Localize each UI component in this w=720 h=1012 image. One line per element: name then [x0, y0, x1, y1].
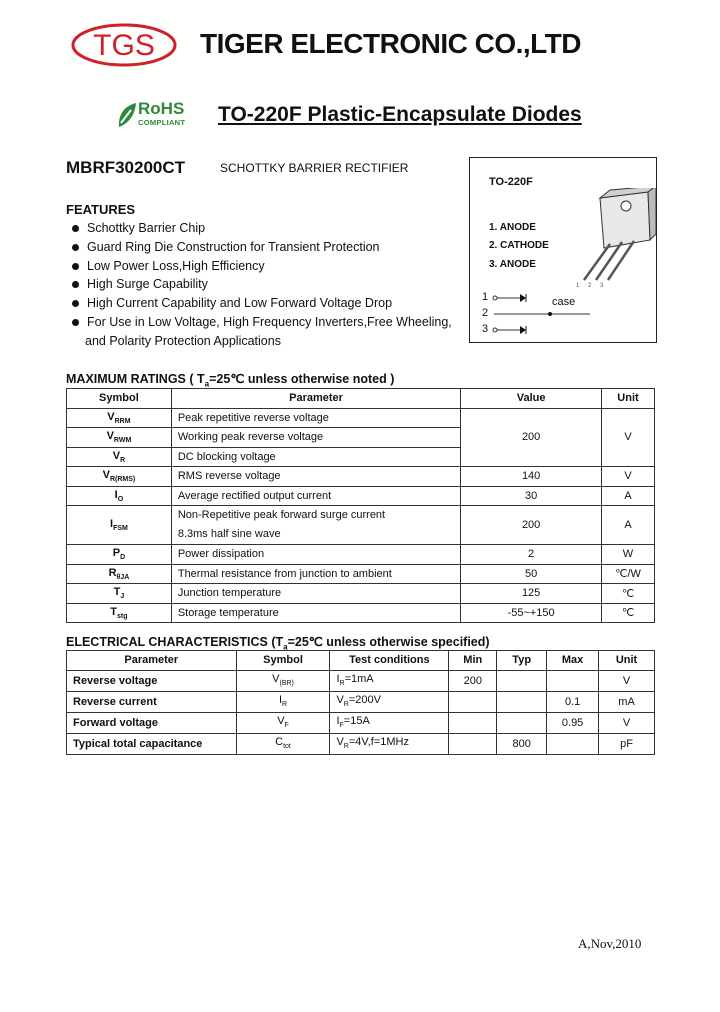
table-header-row: Parameter Symbol Test conditions Min Typ Max Unit [67, 651, 655, 671]
feature-item: Schottky Barrier Chip [66, 219, 466, 238]
feature-item: Guard Ring Die Construction for Transient Protection [66, 238, 466, 257]
pin-2-label: 2. CATHODE [489, 240, 549, 251]
bullet-icon [72, 300, 79, 307]
merged-value-cell: 200 [461, 408, 602, 467]
table-row: Reverse voltage $V_{(BR)}$ $I_R=1mA$ 200 V [67, 670, 655, 691]
table-row: $V_{RWM}$ Working peak reverse voltage [67, 428, 655, 448]
company-name: TIGER ELECTRONIC CO.,LTD [200, 28, 582, 59]
table-row: $P_D$ Power dissipation 2 W [67, 545, 655, 565]
package-title: TO-220F [489, 176, 533, 188]
svg-text:2: 2 [588, 283, 592, 288]
feature-item: High Current Capability and Low Forward Voltage Drop [66, 294, 466, 313]
table-row: $V_R$ DC blocking voltage [67, 447, 655, 467]
part-type: SCHOTTKY BARRIER RECTIFIER [220, 161, 409, 175]
table-row: $T_{stg}$ Storage temperature -55~+150 ℃ [67, 603, 655, 623]
table-row: $R_{\theta JA}$ Thermal resistance from junction to ambient 50 ℃/W [67, 564, 655, 584]
features-title: FEATURES [66, 202, 136, 217]
feature-item-continuation: and Polarity Protection Applications [85, 333, 281, 348]
table-header-row: Symbol Parameter Value Unit [67, 389, 655, 409]
electrical-characteristics-title: ELECTRICAL CHARACTERISTICS ($T_a=25℃$ unless otherwise specified) [66, 635, 490, 652]
logo-text: TGS [93, 29, 155, 62]
feature-item: Low Power Loss,High Efficiency [66, 257, 466, 276]
rohs-compliant-label: COMPLIANT [138, 118, 186, 127]
schematic-pin-1: 1 [482, 291, 489, 303]
feature-item: High Surge Capability [66, 275, 466, 294]
bullet-icon [72, 225, 79, 232]
pin-1-label: 1. ANODE [489, 222, 536, 233]
schematic-pin-3: 3 [482, 323, 489, 335]
package-box [469, 157, 657, 343]
revision-date: A,Nov,2010 [578, 936, 642, 951]
table-row: Reverse current $I_R$ $V_R=200V$ 0.1 mA [67, 691, 655, 712]
tgs-logo [70, 22, 178, 68]
bullet-icon [72, 263, 79, 270]
svg-text:3: 3 [600, 283, 604, 288]
rohs-leaf-icon [116, 101, 138, 134]
diode-schematic-icon [490, 290, 600, 338]
table-row: $T_J$ Junction temperature 125 ℃ [67, 584, 655, 604]
svg-text:1: 1 [576, 283, 580, 288]
table-row: $V_{RRM}$ Peak repetitive reverse voltage 200 V [67, 408, 655, 428]
table-row: Typical total capacitance $C_{tot}$ $V_R=4V,f=1MHz$ 800 pF [67, 733, 655, 754]
schematic-pin-2: 2 [482, 307, 489, 319]
case-label: case [552, 296, 576, 308]
bullet-icon [72, 281, 79, 288]
features-list [66, 219, 466, 351]
bullet-icon [72, 319, 79, 326]
document-subtitle: TO-220F Plastic-Encapsulate Diodes [218, 103, 582, 126]
part-number: MBRF30200CT [66, 158, 186, 177]
table-row: $V_{R(RMS)}$ RMS reverse voltage 140 V [67, 467, 655, 487]
feature-item: For Use in Low Voltage, High Frequency Inverters,Free Wheeling, [66, 313, 466, 332]
max-ratings-table [66, 388, 655, 623]
table-row: $I_{FSM}$ Non-Repetitive peak forward surge current 8.3ms half sine wave 200 A [67, 506, 655, 545]
rohs-label: RoHS [138, 99, 185, 118]
merged-unit-cell: V [602, 408, 655, 467]
table-row: Forward voltage $V_F$ $I_F=15A$ 0.95 V [67, 712, 655, 733]
table-row: $I_O$ Average rectified output current 30 A [67, 486, 655, 506]
electrical-characteristics-table [66, 650, 655, 755]
pin-3-label: 3. ANODE [489, 259, 536, 270]
bullet-icon [72, 244, 79, 251]
to220f-package-icon [570, 188, 656, 288]
max-ratings-title: MAXIMUM RATINGS ( $T_a=25℃$ unless otherwise noted ) [66, 372, 395, 389]
